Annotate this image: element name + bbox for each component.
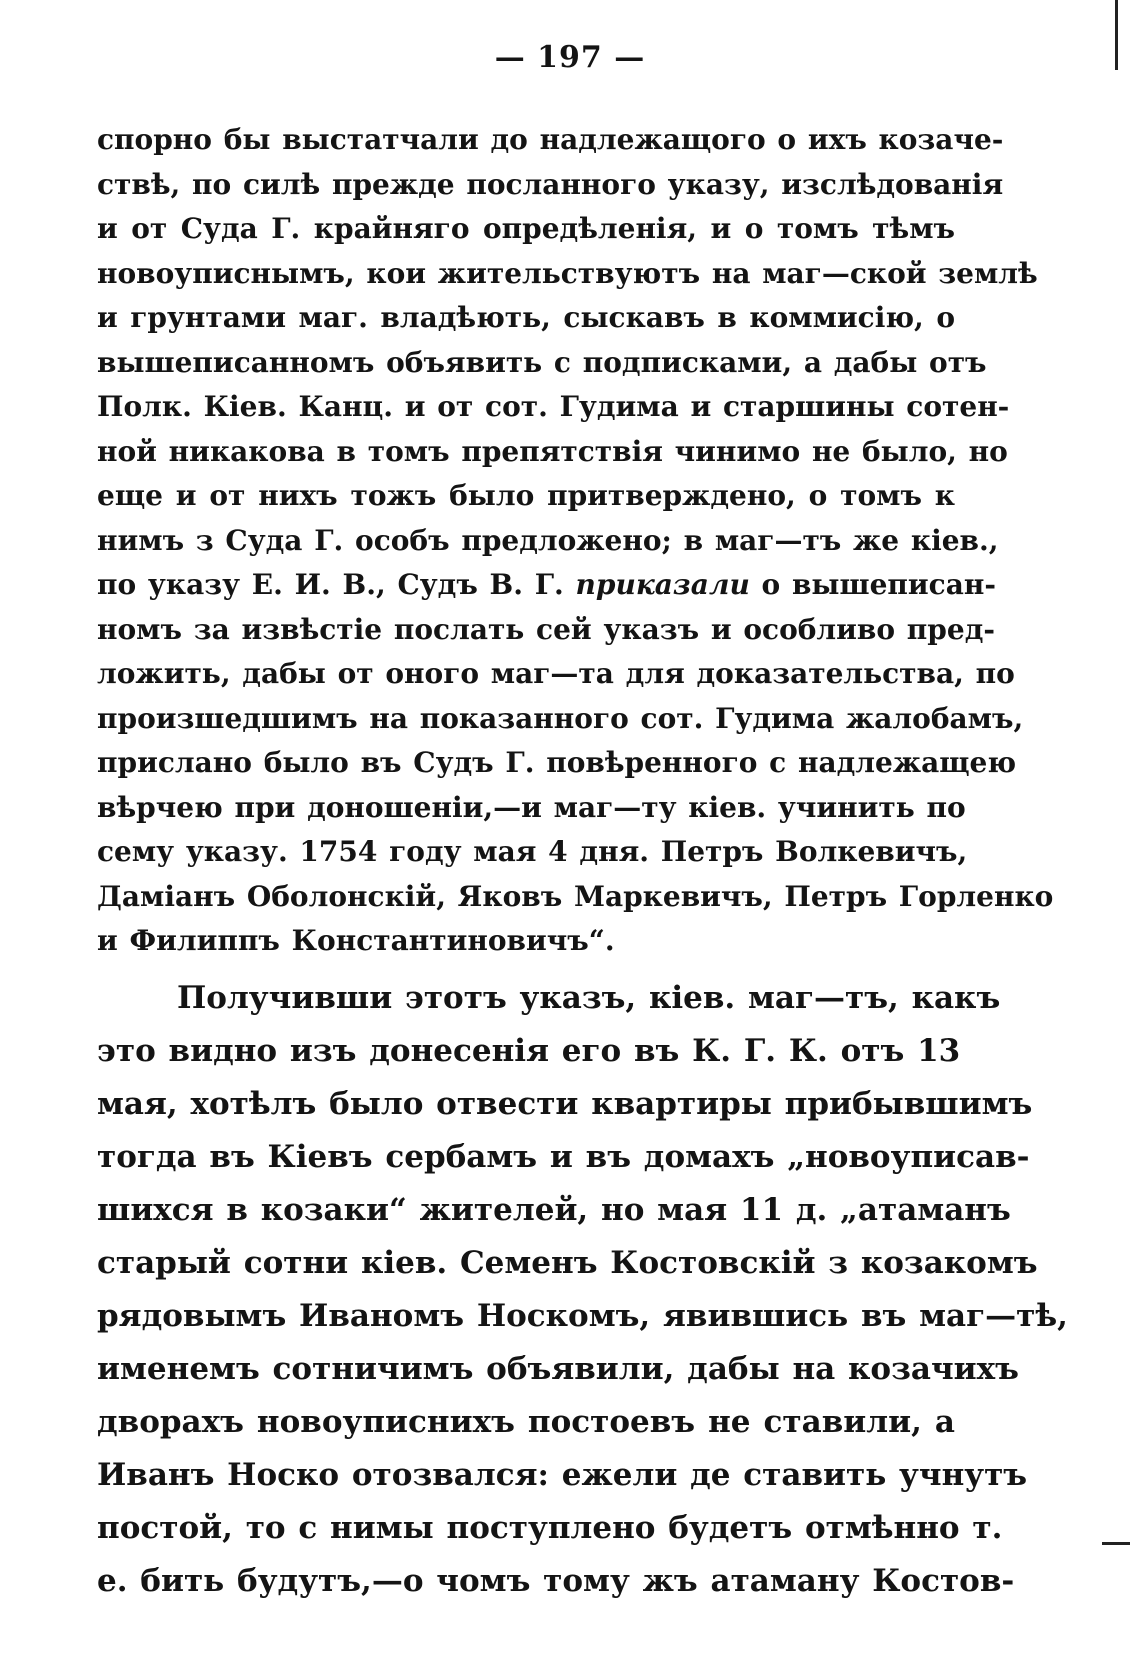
text-line: Даміанъ Оболонскій, Яковъ Маркевичъ, Петръ Горленко [97, 879, 1054, 913]
text-line: Получивши этотъ указъ, кіев. маг—тъ, какъ [177, 979, 1001, 1016]
text-line: спорно бы выстатчали до надлежащого о ихъ козаче- [97, 123, 1004, 156]
text-line: мая, хотѣлъ было отвести квартиры прибывшимъ [97, 1085, 1033, 1122]
italic-word: приказали [575, 568, 750, 601]
text-line: вѣрчею при доношеніи,—и маг—ту кіев. учинить по [97, 790, 966, 824]
text-line-with-italic: по указу Е. И. В., Судъ В. Г. приказали о вышеписан- [97, 568, 996, 601]
page-number: — 197 — [494, 40, 646, 75]
text-line: и Филиппъ Константиновичъ“. [97, 924, 615, 957]
text-line: дворахъ новоуписнихъ постоевъ не ставили, а [97, 1403, 955, 1440]
text-line: произшедшимъ на показанного сот. Гудима жалобамъ, [97, 701, 1024, 735]
text-line: ложить, дабы от оного маг—та для доказательства, по [97, 657, 1015, 690]
text-line: и грунтами маг. владѣють, сыскавъ в коммисію, о [97, 301, 955, 334]
page-body [97, 118, 1068, 1608]
text-line: сему указу. 1754 году мая 4 дня. Петръ Волкевичъ, [97, 835, 968, 868]
page-edge-mark [1102, 1542, 1130, 1545]
text-line: вышеписанномъ объявить с подписками, а дабы отъ [97, 345, 987, 379]
text-line: рядовымъ Иваномъ Носкомъ, явившись въ маг—тѣ, [97, 1297, 1068, 1334]
paragraph-2 [97, 972, 1068, 1608]
text-line: е. бить будутъ,—о чомъ тому жъ атаману Костов- [97, 1562, 1015, 1599]
text-line: нимъ з Суда Г. особъ предложено; в маг—тъ же кіев., [97, 523, 999, 557]
text-line: Полк. Кіев. Канц. и от сот. Гудима и старшины сотен- [97, 390, 1010, 423]
text-line: тогда въ Кіевъ сербамъ и въ домахъ „новоуписав- [97, 1138, 1030, 1175]
text-line: еще и от нихъ тожъ было притверждено, о томъ к [97, 479, 955, 512]
text-line: это видно изъ донесенія его въ К. Г. К. отъ 13 [97, 1032, 961, 1069]
text-line: прислано было въ Судъ Г. повѣренного с надлежащею [97, 746, 1017, 779]
text-line: ной никакова в томъ препятствія чинимо не было, но [97, 434, 1008, 468]
text-line: постой, то с нимы поступлено будетъ отмѣнно т. [97, 1509, 1003, 1546]
paragraph-gap [97, 964, 955, 972]
text-line: старый сотни кіев. Семенъ Костовскій з козакомъ [97, 1244, 1038, 1281]
paragraph-1 [97, 118, 1054, 964]
text-line: именемъ сотничимъ объявили, дабы на козачихъ [97, 1350, 1019, 1387]
text-line: ствѣ, по силѣ прежде посланного указу, изслѣдованія [97, 167, 1004, 201]
text-line: Иванъ Носко отозвался: ежели де ставить учнутъ [97, 1456, 1028, 1493]
text-line: и от Суда Г. крайняго опредѣленія, и о томъ тѣмъ [97, 212, 955, 245]
text-line: шихся в козаки“ жителей, но мая 11 д. „атаманъ [97, 1191, 1011, 1228]
text-line: новоуписнымъ, кои жительствуютъ на маг—ской землѣ [97, 256, 1038, 290]
text-line: номъ за извѣстіе послать сей указъ и особливо пред- [97, 612, 995, 646]
